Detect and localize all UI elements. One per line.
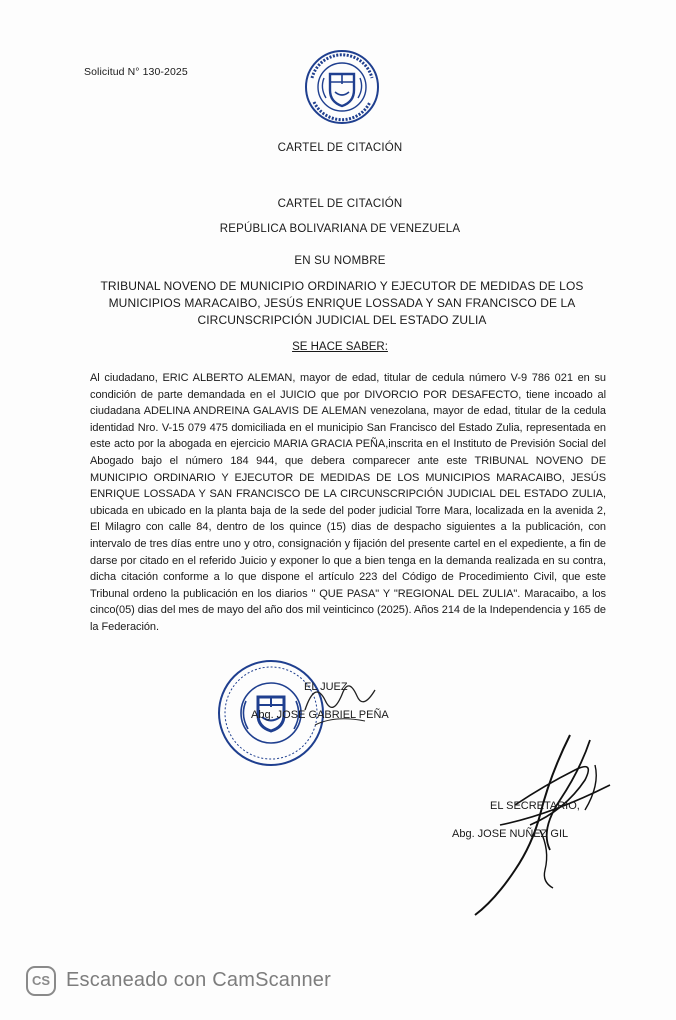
cartel-title: CARTEL DE CITACIÓN	[277, 198, 403, 210]
camscanner-watermark: Escaneado con CamScanner	[66, 969, 331, 991]
judge-title: EL JUEZ	[304, 681, 348, 693]
citation-body: Al ciudadano, ERIC ALBERTO ALEMAN, mayor de edad, titular de cedula número V-9 786 021 en su condición de parte demandada en el JUICIO que por DIVORCIO POR DESAFECTO, tiene incoado al ciudadana ADELINA ANDREINA GALAVIS DE ALEMAN venezolana, mayor de edad, titular de la cedula identidad Nro. V-15 079 475 domiciliada en el municipio San Francisco del Estado Zulia, representada en este acto por la abogada en ejercicio MARIA GRACIA PEÑA,inscrita en el Instituto de Previsión Social del Abogado bajo el número 184 944, que debera comparecer ante este TRIBUNAL NOVENO DE MUNICIPIO ORDINARIO Y EJECUTOR DE MEDIDAS DE LOS MUNICIPIOS MARACAIBO, JESÚS ENRIQUE LOSSADA Y SAN FRANCISCO DE LA CIRCUNSCRIPCIÓN JUDICIAL DEL ESTADO ZULIA, ubicada en ubicado en la planta baja de la sede del poder judicial Torre Mara, localizada en la avenida 2, El Milagro con calle 84, dentro de los quince (15) dias de despacho siguientes a la publicación, con intervalo de tres días entre uno y otro, consignación y fijación del presente cartel en el expediente, a fin de darse por citado en el referido Juicio y exponer lo que a bien tenga en la demanda realizada en su contra, dicha citación conforme a lo que dispone el artículo 223 del Código de Procedimiento Civil, que este Tribunal ordeno la publicación en los diarios " QUE PASA" Y "REGIONAL DEL ZULIA". Maracaibo, a los cinco(05) dias del mes de mayo del año dos mil veinticinco (2025). Años 214 de la Independencia y 165 de la Federación.	[90, 372, 606, 633]
se-hace-saber-heading	[60, 341, 620, 353]
camscanner-logo-icon	[26, 966, 56, 996]
secretary-signature-icon	[420, 730, 630, 920]
secretary-title: EL SECRETARIO,	[490, 800, 580, 812]
cartel-title-top: CARTEL DE CITACIÓN	[277, 142, 403, 154]
camscanner-logo-text: CS	[31, 973, 51, 988]
solicitud-number: Solicitud N° 130-2025	[84, 66, 188, 78]
secretary-name: Abg. JOSE NUÑEZ GIL	[452, 828, 569, 840]
se-hace-saber-label: SE HACE SABER:	[292, 341, 388, 353]
official-seal-icon	[302, 48, 382, 126]
en-su-nombre-heading: EN SU NOMBRE	[294, 255, 386, 267]
tribunal-heading: TRIBUNAL NOVENO DE MUNICIPIO ORDINARIO Y EJECUTOR DE MEDIDAS DE LOS MUNICIPIOS MARACAIBO, JESÚS ENRIQUE LOSSADA Y SAN FRANCISCO DE LA CIRCUNSCRIPCIÓN JUDICIAL DEL ESTADO ZULIA	[100, 279, 584, 327]
republic-heading: REPÚBLICA BOLIVARIANA DE VENEZUELA	[219, 223, 461, 235]
judge-name: Abg. JOSE GABRIEL PEÑA	[251, 709, 389, 721]
